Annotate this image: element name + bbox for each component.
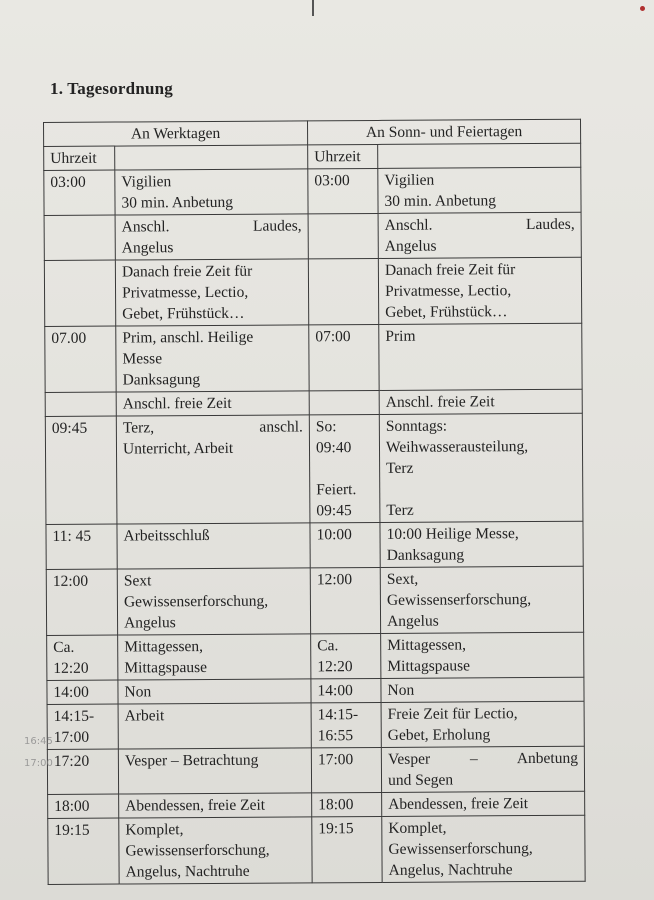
weekday-activity-line: Danksagung bbox=[122, 371, 201, 389]
sunday-time bbox=[312, 816, 382, 882]
weekday-activity bbox=[115, 214, 308, 260]
sunday-activity bbox=[378, 167, 581, 213]
section-heading: 1. Tagesordnung bbox=[50, 79, 173, 98]
sunday-activity bbox=[381, 632, 584, 678]
weekday-activity bbox=[115, 169, 308, 215]
sunday-time-line bbox=[316, 458, 373, 479]
sundays-header: An Sonn- und Feiertagen bbox=[308, 119, 581, 145]
time-label-row bbox=[44, 143, 581, 170]
sunday-activity-line: Abendessen, freie Zeit bbox=[388, 795, 529, 813]
weekday-activity bbox=[118, 634, 311, 680]
weekday-time-line: 03:00 bbox=[50, 173, 86, 191]
sunday-time-line: 03:00 bbox=[314, 172, 350, 190]
sunday-time-line: 12:20 bbox=[317, 658, 353, 676]
sunday-time bbox=[309, 414, 380, 522]
sunday-time bbox=[308, 168, 378, 213]
sunday-activity-line: Privatmesse, Lectio, bbox=[385, 282, 512, 300]
sunday-time-line: 14:15- bbox=[317, 706, 359, 724]
weekday-activity-line: Gewissenserforschung, bbox=[123, 592, 269, 611]
weekday-activity-line: Sext bbox=[123, 572, 152, 590]
sunday-activity bbox=[379, 389, 582, 414]
sunday-time-line: Ca. bbox=[317, 637, 339, 655]
weekday-activity bbox=[116, 415, 310, 524]
weekday-time-line: 07.00 bbox=[51, 329, 87, 347]
schedule-row bbox=[46, 521, 583, 569]
sunday-time bbox=[311, 678, 381, 702]
sunday-activity-line: Gebet, Erholung bbox=[387, 726, 491, 744]
sunday-activity bbox=[381, 746, 584, 792]
weekday-activity-line: Terz, anschl. bbox=[122, 418, 303, 437]
weekday-activity bbox=[118, 748, 311, 794]
sunday-activity bbox=[380, 521, 583, 567]
sunday-activity-line: Angelus, Nachtruhe bbox=[388, 861, 513, 879]
sunday-time bbox=[308, 258, 378, 324]
sunday-time bbox=[311, 702, 381, 747]
schedule-row bbox=[48, 815, 585, 884]
sunday-activity-line bbox=[386, 478, 576, 500]
sunday-time-line: 17:00 bbox=[317, 751, 354, 769]
weekday-activity-line: Vigilien bbox=[121, 173, 172, 191]
sunday-time-line: 14:00 bbox=[317, 682, 353, 700]
weekday-time-line: 17:00 bbox=[53, 728, 90, 746]
sunday-activity bbox=[382, 791, 585, 816]
weekday-time-line: 12:20 bbox=[53, 659, 89, 677]
sunday-activity bbox=[379, 413, 583, 522]
sunday-time-line: 09:45 bbox=[316, 502, 352, 520]
weekday-activity-line: Arbeit bbox=[124, 707, 165, 725]
weekday-activity bbox=[115, 259, 308, 326]
weekday-activity-line: Anschl. freie Zeit bbox=[122, 394, 232, 413]
sunday-activity bbox=[381, 701, 584, 747]
weekday-activity bbox=[118, 703, 311, 749]
weekday-time bbox=[47, 680, 118, 704]
sunday-activity-line: Gewissenserforschung, bbox=[388, 840, 533, 858]
weekday-time-label: Uhrzeit bbox=[44, 146, 115, 170]
sunday-activity-line: 10:00 Heilige Messe, bbox=[386, 525, 519, 543]
weekday-activity-line: Angelus, Nachtruhe bbox=[125, 862, 250, 881]
red-dot-mark bbox=[640, 6, 645, 11]
sunday-activity-line: Gewissenserforschung, bbox=[386, 591, 532, 609]
sunday-activity-line: Non bbox=[387, 681, 415, 699]
sunday-time bbox=[312, 792, 382, 816]
sunday-activity bbox=[381, 677, 584, 702]
sunday-time-line: 07:00 bbox=[315, 328, 351, 346]
schedule-row bbox=[44, 212, 581, 260]
weekday-activity-line: Vesper – Betrachtung bbox=[124, 751, 259, 770]
sunday-activity-line: Freie Zeit für Lectio, bbox=[387, 705, 518, 723]
sunday-activity-line: Danach freie Zeit für bbox=[384, 261, 516, 279]
weekday-activity bbox=[117, 523, 310, 569]
weekday-activity-line: Angelus bbox=[121, 239, 174, 257]
weekday-activity-line: Gebet, Frühstück… bbox=[122, 304, 245, 323]
sunday-activity-line: Vigilien bbox=[384, 171, 435, 189]
sunday-time-line: Feiert. bbox=[316, 481, 357, 499]
weekday-time bbox=[48, 794, 119, 818]
sunday-time bbox=[311, 633, 381, 678]
weekday-activity bbox=[118, 679, 311, 704]
weekday-activity-line: Anschl. Laudes, bbox=[121, 217, 302, 236]
sunday-activity bbox=[382, 815, 585, 882]
weekday-time-line: 09:45 bbox=[51, 419, 88, 437]
sunday-time-line: 16:55 bbox=[317, 727, 354, 745]
weekday-time-line: 14:15- bbox=[53, 707, 95, 725]
weekday-time-line: 11: 45 bbox=[52, 527, 92, 545]
sunday-activity-line: Anschl. Laudes, bbox=[384, 215, 575, 234]
sunday-activity-line: Prim bbox=[385, 327, 416, 345]
sunday-time bbox=[309, 390, 379, 414]
sunday-time-line: 10:00 bbox=[316, 526, 352, 544]
sunday-activity-line: Terz bbox=[386, 501, 414, 519]
weekday-time bbox=[45, 326, 116, 392]
sunday-time bbox=[310, 567, 380, 633]
weekday-time-line: 18:00 bbox=[54, 797, 90, 815]
pin-mark bbox=[312, 0, 314, 16]
weekday-time-line: 19:15 bbox=[54, 821, 90, 839]
schedule-row bbox=[45, 389, 582, 416]
weekday-time bbox=[46, 569, 117, 635]
weekday-activity-line: Prim, anschl. Heilige bbox=[122, 328, 254, 347]
schedule-table bbox=[43, 119, 586, 885]
weekday-activity bbox=[119, 817, 312, 884]
schedule-row bbox=[44, 167, 581, 215]
weekday-activity-line: Abendessen, freie Zeit bbox=[125, 796, 266, 815]
sunday-activity-line: Mittagspause bbox=[387, 657, 471, 675]
weekday-activity-line: Danach freie Zeit für bbox=[121, 262, 253, 281]
weekday-time-line: 14:00 bbox=[53, 683, 89, 701]
weekday-time-line: 12:00 bbox=[52, 572, 89, 590]
weekday-activity bbox=[117, 568, 310, 635]
sunday-time-line: 19:15 bbox=[318, 820, 354, 838]
header-row bbox=[44, 119, 581, 146]
weekday-activity-line: Non bbox=[124, 683, 152, 701]
sunday-activity-line: Anschl. freie Zeit bbox=[385, 393, 495, 411]
sunday-activity-line: Angelus bbox=[384, 237, 437, 255]
weekday-time bbox=[47, 749, 118, 794]
sunday-activity-line: Vesper – Anbetung bbox=[387, 749, 578, 768]
weekday-time bbox=[48, 818, 119, 884]
weekday-activity-line: 30 min. Anbetung bbox=[121, 193, 234, 212]
weekday-time bbox=[44, 260, 115, 326]
pencil-note-2: 17:00 bbox=[24, 758, 53, 769]
weekday-activity-line: Komplet, bbox=[125, 821, 184, 839]
weekday-activity-line: Mittagspause bbox=[124, 659, 208, 677]
weekday-time-line: Ca. bbox=[53, 638, 75, 656]
weekdays-header: An Werktagen bbox=[44, 121, 308, 147]
schedule-row bbox=[47, 701, 584, 749]
sunday-activity-line: Gebet, Frühstück… bbox=[385, 303, 508, 321]
sunday-activity-line: und Segen bbox=[387, 771, 454, 789]
weekday-time bbox=[44, 170, 115, 215]
sunday-activity-line: Terz bbox=[386, 459, 414, 477]
schedule-row bbox=[47, 632, 584, 680]
weekday-activity-line: Messe bbox=[122, 350, 163, 368]
sunday-activity bbox=[379, 323, 582, 390]
sunday-time-line: 18:00 bbox=[318, 796, 354, 814]
weekday-time-line: 17:20 bbox=[53, 752, 90, 770]
sunday-time-label: Uhrzeit bbox=[308, 144, 378, 168]
sunday-activity-line: 30 min. Anbetung bbox=[384, 192, 497, 210]
schedule-row bbox=[45, 413, 583, 524]
sunday-time-line: 12:00 bbox=[316, 571, 353, 589]
sunday-activity-line: Sext, bbox=[386, 570, 419, 588]
sunday-activity-label bbox=[378, 143, 581, 168]
weekday-activity-line: Arbeitsschluß bbox=[123, 526, 210, 545]
sunday-activity-line: Angelus bbox=[387, 612, 439, 630]
weekday-time bbox=[45, 392, 116, 416]
weekday-activity-line: Mittagessen, bbox=[124, 638, 204, 656]
weekday-time bbox=[44, 215, 115, 260]
sunday-time-line: So: bbox=[315, 418, 337, 436]
sunday-activity-line: Weihwasserausteilung, bbox=[385, 438, 529, 456]
weekday-activity-line: Unterricht, Arbeit bbox=[122, 439, 234, 458]
sunday-time bbox=[309, 324, 379, 390]
pencil-note-1: 16:45 bbox=[24, 736, 53, 747]
weekday-activity-label bbox=[115, 145, 308, 170]
sunday-activity bbox=[378, 212, 581, 258]
sunday-activity-line: Komplet, bbox=[388, 819, 447, 837]
weekday-activity bbox=[116, 391, 309, 416]
sunday-activity-line: Sonntags: bbox=[385, 417, 448, 435]
schedule-row bbox=[46, 566, 583, 635]
sunday-activity-line: Mittagessen, bbox=[387, 636, 467, 654]
sunday-activity bbox=[380, 566, 583, 633]
weekday-activity bbox=[116, 325, 309, 392]
sunday-activity bbox=[378, 257, 581, 324]
sunday-time bbox=[310, 522, 380, 567]
weekday-time bbox=[46, 524, 117, 569]
weekday-activity-line: Gewissenserforschung, bbox=[125, 841, 270, 860]
schedule-row bbox=[44, 257, 581, 326]
schedule-row bbox=[47, 677, 584, 704]
weekday-activity-line: Privatmesse, Lectio, bbox=[121, 283, 249, 302]
schedule-row bbox=[47, 746, 584, 794]
sunday-activity-line: Danksagung bbox=[386, 546, 465, 564]
weekday-activity-line: Angelus bbox=[124, 614, 176, 632]
weekday-time bbox=[47, 704, 118, 749]
weekday-time bbox=[45, 416, 117, 524]
schedule-row bbox=[45, 323, 582, 392]
weekday-time bbox=[47, 635, 118, 680]
schedule-row bbox=[48, 791, 585, 818]
weekday-activity bbox=[119, 793, 312, 818]
sunday-time bbox=[311, 747, 381, 792]
sunday-time-line: 09:40 bbox=[315, 439, 352, 457]
sunday-time bbox=[308, 213, 378, 258]
